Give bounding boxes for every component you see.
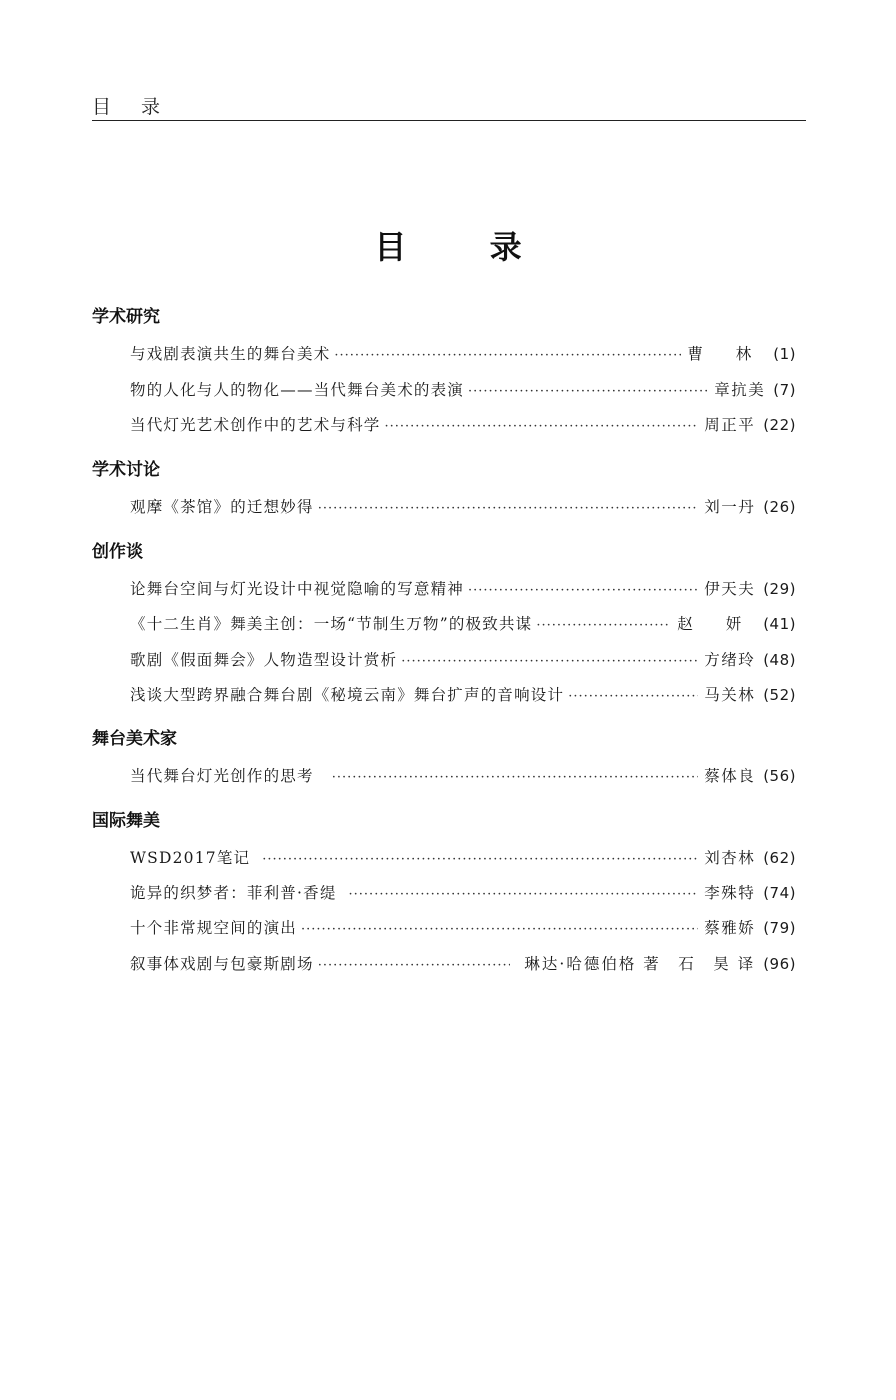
entry-page: (1) xyxy=(773,345,796,363)
entry-author: 琳达·哈德伯格 著 石 昊 译 xyxy=(524,955,756,973)
entry-author: 刘一丹 xyxy=(704,498,756,516)
entry-title: 论舞台空间与灯光设计中视觉隐喻的写意精神 xyxy=(130,580,465,598)
dot-leader xyxy=(318,958,511,973)
toc-entry[interactable] xyxy=(130,764,796,788)
entry-page: (7) xyxy=(773,381,796,399)
entry-page: (41) xyxy=(763,615,796,633)
toc-entry[interactable] xyxy=(130,612,796,636)
dot-leader xyxy=(385,419,699,434)
entry-title: 浅谈大型跨界融合舞台剧《秘境云南》舞台扩声的音响设计 xyxy=(130,686,565,704)
dot-leader xyxy=(536,618,671,633)
entry-page: (26) xyxy=(763,498,796,516)
entry-page: (48) xyxy=(763,651,796,669)
entry-author: 章抗美 xyxy=(714,381,766,399)
dot-leader xyxy=(468,583,698,598)
entry-title: 当代灯光艺术创作中的艺术与科学 xyxy=(130,416,381,434)
dot-leader xyxy=(468,384,708,399)
entry-title: 诡异的织梦者：菲利普·香缇 xyxy=(130,884,337,902)
toc-entry[interactable] xyxy=(130,378,796,402)
section-heading: 创作谈 xyxy=(92,542,143,562)
entry-page: (22) xyxy=(763,416,796,434)
entry-title: 观摩《茶馆》的迁想妙得 xyxy=(130,498,314,516)
entry-title: 叙事体戏剧与包豪斯剧场 xyxy=(130,955,314,973)
entry-title: 当代舞台灯光创作的思考 xyxy=(130,767,314,785)
entry-author: 曹 林 xyxy=(687,345,766,363)
toc-entry[interactable] xyxy=(130,495,796,519)
toc-entry[interactable] xyxy=(130,342,796,366)
entry-author: 蔡雅娇 xyxy=(704,919,756,937)
dot-leader xyxy=(318,501,698,516)
entry-page: (79) xyxy=(763,919,796,937)
section-heading: 学术讨论 xyxy=(92,460,160,480)
dot-leader xyxy=(401,654,698,669)
toc-entry[interactable] xyxy=(130,577,796,601)
entry-title: 歌剧《假面舞会》人物造型设计赏析 xyxy=(130,651,398,669)
running-head xyxy=(92,90,806,121)
toc-entry[interactable] xyxy=(130,881,796,905)
toc-entry[interactable] xyxy=(130,952,796,976)
section-heading: 舞台美术家 xyxy=(92,729,177,749)
entry-author: 方绪玲 xyxy=(704,651,756,669)
section-heading: 学术研究 xyxy=(92,307,160,327)
entry-author: 赵 妍 xyxy=(677,615,756,633)
section-heading: 国际舞美 xyxy=(92,811,160,831)
entry-title: 与戏剧表演共生的舞台美术 xyxy=(130,345,331,363)
entry-page: (56) xyxy=(763,767,796,785)
dot-leader xyxy=(568,689,698,704)
dot-leader xyxy=(332,770,698,785)
page-title: 目 录 xyxy=(374,228,558,266)
dot-leader xyxy=(262,852,698,867)
entry-page: (62) xyxy=(763,849,796,867)
dot-leader xyxy=(334,348,681,363)
entry-page: (52) xyxy=(763,686,796,704)
entry-author: 刘杏林 xyxy=(704,849,756,867)
entry-author: 马关林 xyxy=(704,686,756,704)
entry-page: (29) xyxy=(763,580,796,598)
entry-title: WSD2017笔记 xyxy=(130,849,251,867)
entry-author: 蔡体良 xyxy=(704,767,756,785)
dot-leader xyxy=(301,922,698,937)
running-head-text: 目 录 xyxy=(92,96,173,118)
entry-author: 周正平 xyxy=(704,416,756,434)
toc-entry[interactable] xyxy=(130,916,796,940)
toc-entry[interactable] xyxy=(130,846,796,870)
entry-page: (74) xyxy=(763,884,796,902)
toc-entry[interactable] xyxy=(130,413,796,437)
entry-author: 伊天夫 xyxy=(704,580,756,598)
toc-entry[interactable] xyxy=(130,648,796,672)
toc-entry[interactable] xyxy=(130,683,796,707)
entry-title: 物的人化与人的物化——当代舞台美术的表演 xyxy=(130,381,465,399)
dot-leader xyxy=(349,887,699,902)
entry-title: 《十二生肖》舞美主创：一场“节制生万物”的极致共谋 xyxy=(130,615,533,633)
entry-author: 李殊特 xyxy=(704,884,756,902)
entry-title: 十个非常规空间的演出 xyxy=(130,919,298,937)
entry-page: (96) xyxy=(763,955,796,973)
